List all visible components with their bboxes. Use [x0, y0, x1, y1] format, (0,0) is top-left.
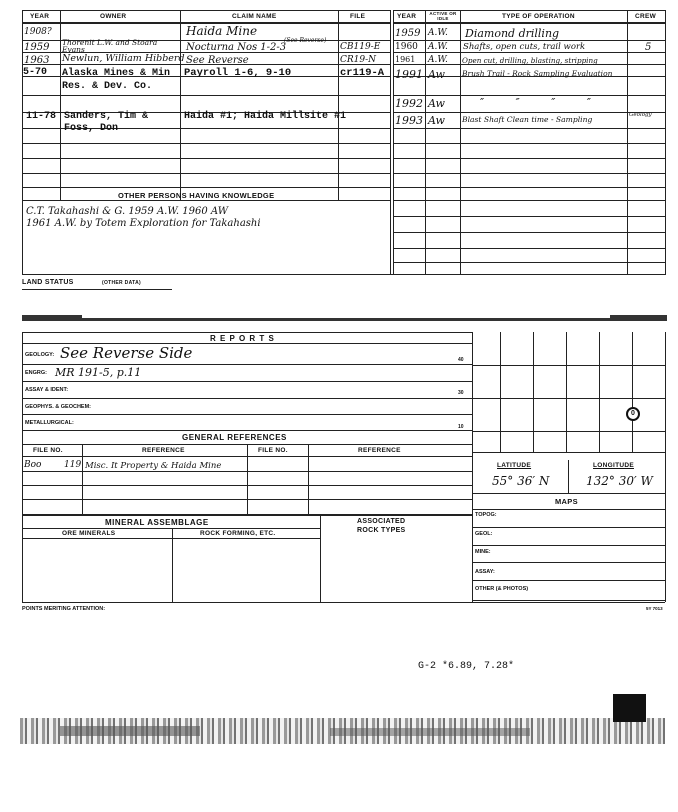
ops-row-active: A.W. [428, 55, 448, 65]
ops-crew-header: CREW [635, 13, 657, 20]
ops-year-header: YEAR [397, 13, 417, 20]
associated-label: ASSOCIATED [357, 518, 406, 525]
gr-row-file: Boo [24, 460, 42, 470]
geol-label: GEOL: [475, 531, 493, 537]
gr-file-header: FILE NO. [33, 447, 63, 454]
col-file-header: FILE [350, 13, 366, 20]
claim-row-year: 1908? [24, 27, 52, 37]
geology-value: See Reverse Side [60, 344, 193, 362]
claim-row-name: See Reverse [186, 55, 249, 66]
gr-row-ref: Misc. It Property & Haida Mine [85, 461, 222, 471]
other-photos-label: OTHER (& PHOTOS) [475, 586, 529, 592]
longitude-value: 132° 30′ W [586, 474, 653, 488]
ops-row-active: Aw [428, 68, 445, 81]
claim-row-year: 1959 [24, 42, 50, 53]
col-year-header: YEAR [30, 13, 50, 20]
ops-row-active: A.W. [428, 28, 448, 38]
ops-row-year: 1992 [395, 97, 423, 110]
ops-row-type: Diamond drilling [465, 27, 560, 40]
ops-row-year: 1961 [395, 55, 416, 64]
ops-row-active: Aw [428, 114, 445, 127]
claim-row-owner: Alaska Mines & Min Res. & Dev. Co. [62, 68, 171, 92]
claim-row-name: Haida #1; Haida Millsite #1 [184, 111, 347, 122]
claim-row-owner: Newlun, William Hibberd [62, 53, 185, 64]
margin-number: 30 [458, 390, 464, 396]
geophys-label: GEOPHYS. & GEOCHEM: [25, 404, 92, 410]
claim-row-name: Haida Mine [186, 24, 258, 38]
separator-band [22, 318, 667, 321]
margin-number: 10 [458, 424, 464, 430]
land-status-sub: (OTHER DATA) [102, 280, 141, 286]
gr-file-header-2: FILE NO. [258, 447, 288, 454]
gr-reference-header: REFERENCE [142, 447, 185, 454]
ops-row-year: 1960 [395, 42, 418, 52]
col-claim-header: CLAIM NAME [232, 13, 277, 20]
ops-row-type: Shafts, open cuts, trail work [463, 42, 586, 52]
form-number: 5Y 7013 [646, 606, 663, 611]
claim-row-file: CB119-E [340, 42, 381, 52]
maps-label: MAPS [555, 497, 578, 506]
mineral-assemblage-title: MINERAL ASSEMBLAGE [105, 518, 209, 527]
claim-row-year: 1963 [24, 55, 50, 66]
engrg-label: ENGRG: [25, 370, 47, 376]
claim-row-owner: Sanders, Tim & Foss, Don [64, 111, 149, 134]
ops-row-type: ″ ″ ″ ″ [480, 96, 605, 109]
col-owner-header: OWNER [100, 13, 127, 20]
ops-row-type: Blast Shaft Clean time - Sampling [462, 115, 593, 124]
ops-row-year: 1991 [395, 68, 423, 81]
ops-row-year: 1993 [395, 114, 423, 127]
gr-reference-header-2: REFERENCE [358, 447, 401, 454]
ops-active-header: ACTIVE OR IDLE [429, 11, 457, 21]
longitude-label: LONGITUDE [593, 462, 634, 469]
ops-row-type: Brush Trail - Rock Sampling Evaluation [462, 69, 613, 78]
general-references-title: GENERAL REFERENCES [182, 433, 287, 442]
gr-row-num: 119 [64, 460, 82, 470]
other-persons-line1: C.T. Takahashi & G. 1959 A.W. 1960 AW [26, 206, 228, 217]
latitude-label: LATITUDE [497, 462, 532, 469]
claim-row-year: 11-78 [26, 111, 57, 122]
other-persons-line2: 1961 A.W. by Totem Exploration for Takahashi [26, 218, 261, 229]
claim-row-name: Nocturna Nos 1-2-3 [186, 42, 287, 53]
black-block [613, 694, 646, 722]
separator-smudge [22, 315, 82, 320]
assay-label: ASSAY & IDENT: [25, 387, 69, 393]
location-marker-label: 0 [631, 410, 635, 417]
latitude-value: 55° 36′ N [492, 474, 550, 488]
ops-row-type: Open cut, drilling, blasting, stripping [462, 56, 598, 65]
ops-row-active: A.W. [428, 42, 448, 52]
separator-smudge [610, 315, 667, 320]
margin-number: 40 [458, 357, 464, 363]
location-marker-icon [626, 407, 640, 421]
ore-minerals-header: ORE MINERALS [62, 530, 116, 537]
ops-row-active: Aw [428, 97, 445, 110]
topog-label: TOPOG: [475, 512, 497, 518]
claim-row-note: (See Reverse) [284, 37, 327, 44]
footer-code: G-2 *6.89, 7.28* [418, 661, 515, 672]
points-meriting-attention: POINTS MERITING ATTENTION: [22, 606, 106, 612]
metallurgical-label: METALLURGICAL: [25, 420, 74, 426]
other-persons-title: OTHER PERSONS HAVING KNOWLEDGE [118, 191, 275, 200]
rock-types-label: ROCK TYPES [357, 527, 406, 534]
claim-row-name: Payroll 1-6, 9-10 [184, 67, 292, 79]
ops-type-header: TYPE OF OPERATION [502, 13, 575, 20]
mine-label: MINE: [475, 549, 491, 555]
reports-title: R E P O R T S [210, 334, 275, 343]
land-status-label: LAND STATUS [22, 279, 74, 286]
claim-row-owner: Thorenit L.W. and Stoara Evans [62, 38, 158, 54]
ops-row-year: 1959 [395, 28, 421, 39]
geology-label: GEOLOGY: [25, 352, 55, 358]
claim-row-file: CR19-N [340, 55, 377, 65]
engrg-value: MR 191-5, p.11 [55, 366, 142, 379]
ops-row-crew: 5 [645, 42, 652, 53]
claim-row-year: 5-70 [23, 67, 48, 78]
rock-forming-header: ROCK FORMING, ETC. [200, 530, 276, 537]
claim-row-file: cr119-A [340, 67, 385, 79]
assay-map-label: ASSAY: [475, 569, 495, 575]
ops-row-crew: Geology [629, 112, 652, 118]
